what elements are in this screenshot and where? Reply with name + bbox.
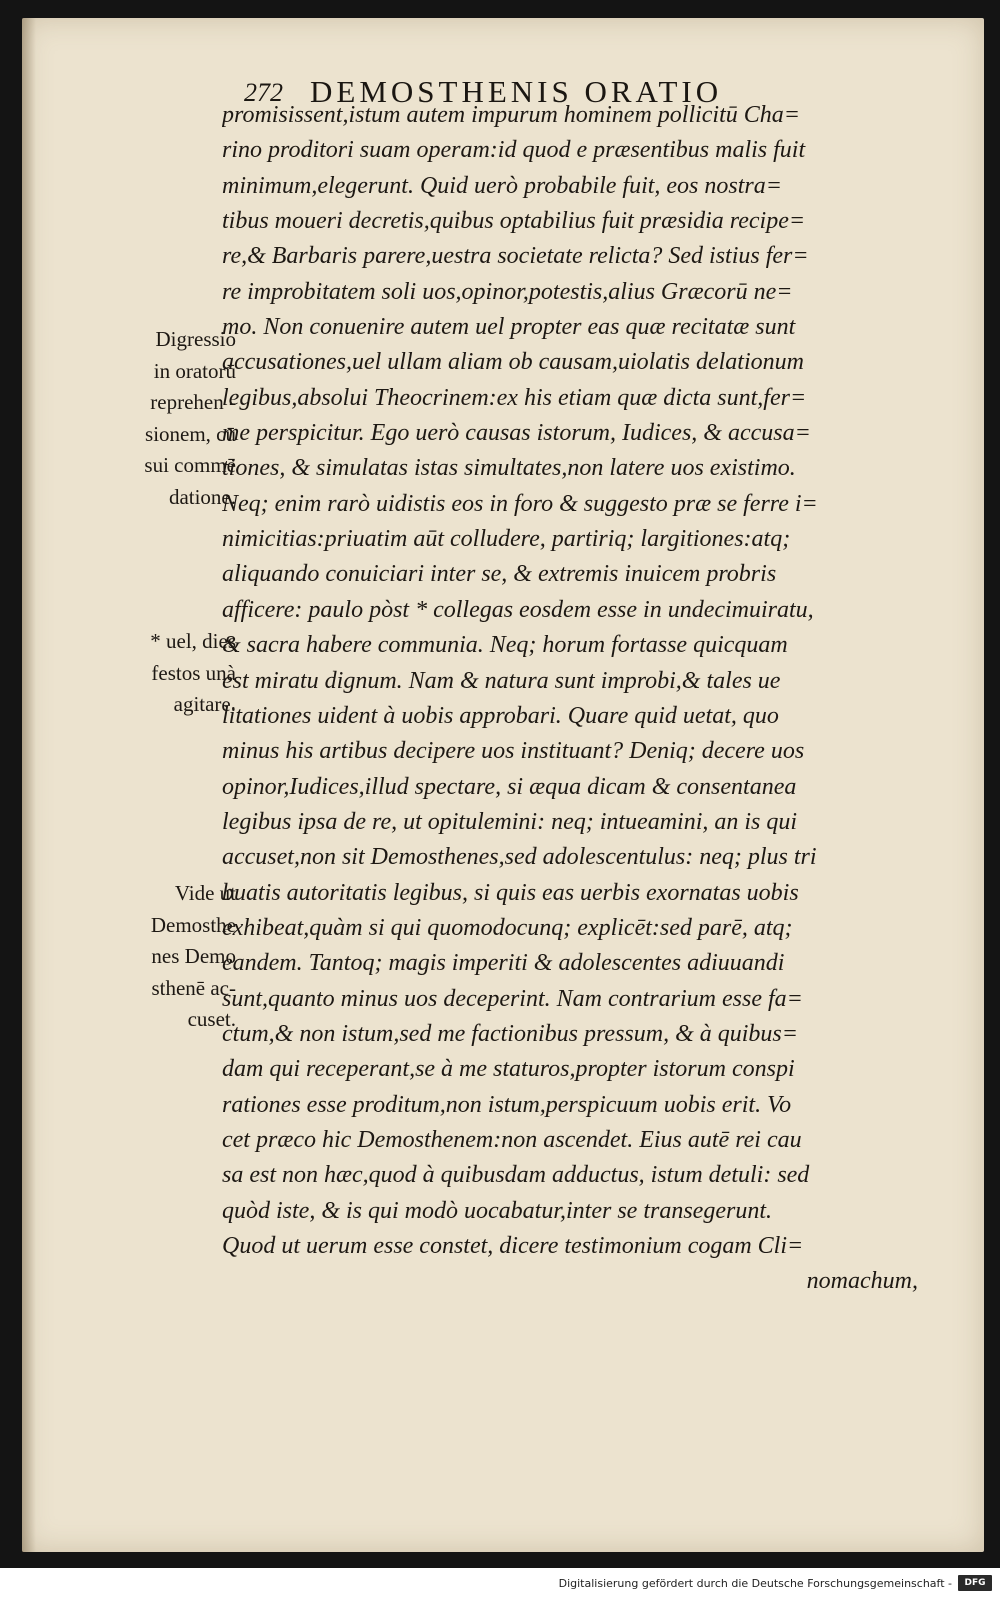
text-line: cet præco hic Demosthenem:non ascendet. Eius autē rei cau bbox=[222, 1126, 802, 1153]
text-line: re,& Barbaris parere,uestra societate relicta? Sed istius fer= bbox=[222, 243, 809, 270]
margin-note-line: Vide ut bbox=[174, 881, 236, 905]
text-line: & sacra habere communia. Neq; horum fortasse quicquam bbox=[222, 632, 788, 659]
text-line: ctum,& non istum,sed me factionibus pressum, & à quibus= bbox=[222, 1020, 798, 1047]
footer-credit: Digitalisierung gefördert durch die Deutsche Forschungsgemeinschaft - bbox=[558, 1577, 952, 1590]
text-line: est miratu dignum. Nam & natura sunt improbi,& tales ue bbox=[222, 667, 781, 694]
text-line: dam qui receperant,se à me staturos,propter istorum conspi bbox=[222, 1056, 795, 1083]
body-text bbox=[222, 98, 922, 1300]
text-line: nimicitias:priuatim aūt colludere, partiriq; largitiones:atq; bbox=[222, 526, 791, 553]
text-line: sunt,quanto minus uos deceperint. Nam contrarium esse fa= bbox=[222, 985, 803, 1012]
text-line: me perspicitur. Ego uerò causas istorum, Iudices, & accusa= bbox=[222, 420, 811, 447]
margin-note-line: datione. bbox=[168, 484, 236, 509]
running-title: DEMOSTHENIS ORATIO bbox=[310, 74, 723, 109]
margin-note-line: sui commē bbox=[144, 453, 236, 477]
text-line: eandem. Tantoq; magis imperiti & adolescentes adiuuandi bbox=[222, 950, 785, 977]
text-line: minimum,elegerunt. Quid uerò probabile fuit, eos nostra= bbox=[222, 172, 782, 199]
margin-note-line: in oratorū bbox=[153, 358, 236, 383]
text-line: tiones, & simulatas istas simultates,non latere uos existimo. bbox=[222, 455, 796, 482]
text-line: rino proditori suam operam:id quod e præsentibus malis fuit bbox=[222, 137, 806, 164]
footer-bar bbox=[0, 1568, 1000, 1600]
text-line: accuset,non sit Demosthenes,sed adolescentulus: neq; plus tri bbox=[222, 844, 817, 871]
text-line: minus his artibus decipere uos instituant? Deniq; decere uos bbox=[222, 738, 805, 765]
dfg-logo: DFG bbox=[958, 1575, 992, 1591]
margin-note-line: sthenē ac- bbox=[151, 975, 236, 1000]
text-line: litationes uident à uobis approbari. Quare quid uetat, quo bbox=[222, 702, 779, 729]
margin-note-line: Digressio bbox=[155, 327, 236, 351]
text-line: aliquando conuiciari inter se, & extremis inuicem probris bbox=[222, 561, 777, 588]
text-line: mo. Non conuenire autem uel propter eas quæ recitatæ sunt bbox=[222, 314, 796, 341]
margin-note-vide bbox=[151, 878, 236, 1036]
text-line: quòd iste, & is qui modò uocabatur,inter se transegerunt. bbox=[222, 1197, 772, 1224]
margin-note-line: * uel, dies bbox=[150, 629, 236, 653]
text-line: sa est non hæc,quod à quibusdam adductus, istum detuli: sed bbox=[222, 1162, 810, 1189]
margin-note-line: nes Demo bbox=[151, 944, 236, 968]
margin-note-digressio bbox=[144, 324, 236, 513]
text-line: rationes esse proditum,non istum,perspicuum uobis erit. Vo bbox=[222, 1091, 792, 1118]
margin-note-line: festos unà bbox=[151, 660, 236, 685]
page-number: 272 bbox=[244, 78, 283, 107]
text-line: exhibeat,quàm si qui quomodocunq; explicēt:sed parē, atq; bbox=[222, 914, 793, 941]
text-line: re improbitatem soli uos,opinor,potestis,alius Græcorū ne= bbox=[222, 278, 793, 305]
text-line: Quod ut uerum esse constet, dicere testimonium cogam Cli= bbox=[222, 1233, 804, 1259]
margin-note-variant bbox=[150, 626, 236, 721]
margin-note-line: agitare. bbox=[173, 692, 236, 716]
text-line: legibus ipsa de re, ut opitulemini: neq; intueamini, an is qui bbox=[222, 808, 798, 835]
margin-note-line: cuset. bbox=[187, 1007, 236, 1031]
catchword: nomachum, bbox=[806, 1268, 918, 1295]
text-line: buatis autoritatis legibus, si quis eas uerbis exornatas uobis bbox=[222, 879, 799, 906]
text-line: tibus moueri decretis,quibus optabilius fuit præsidia recipe= bbox=[222, 208, 806, 235]
text-line: promisissent,istum autem impurum hominem pollicitū Cha= bbox=[222, 102, 800, 128]
text-line: legibus,absolui Theocrinem:ex his etiam quæ dicta sunt,fer= bbox=[222, 384, 807, 411]
margin-note-line: reprehen - bbox=[150, 390, 236, 414]
margin-note-line: Demosthe bbox=[150, 912, 236, 937]
text-line: afficere: paulo pòst * collegas eosdem esse in undecimuiratu, bbox=[222, 596, 814, 623]
margin-note-line: sionem, cū bbox=[145, 421, 236, 446]
text-line: opinor,Iudices,illud spectare, si æqua dicam & consentanea bbox=[222, 773, 797, 800]
text-line: accusationes,uel ullam aliam ob causam,uiolatis delationum bbox=[222, 349, 804, 376]
text-line: Neq; enim rarò uidistis eos in foro & suggesto præ se ferre i= bbox=[222, 490, 818, 517]
